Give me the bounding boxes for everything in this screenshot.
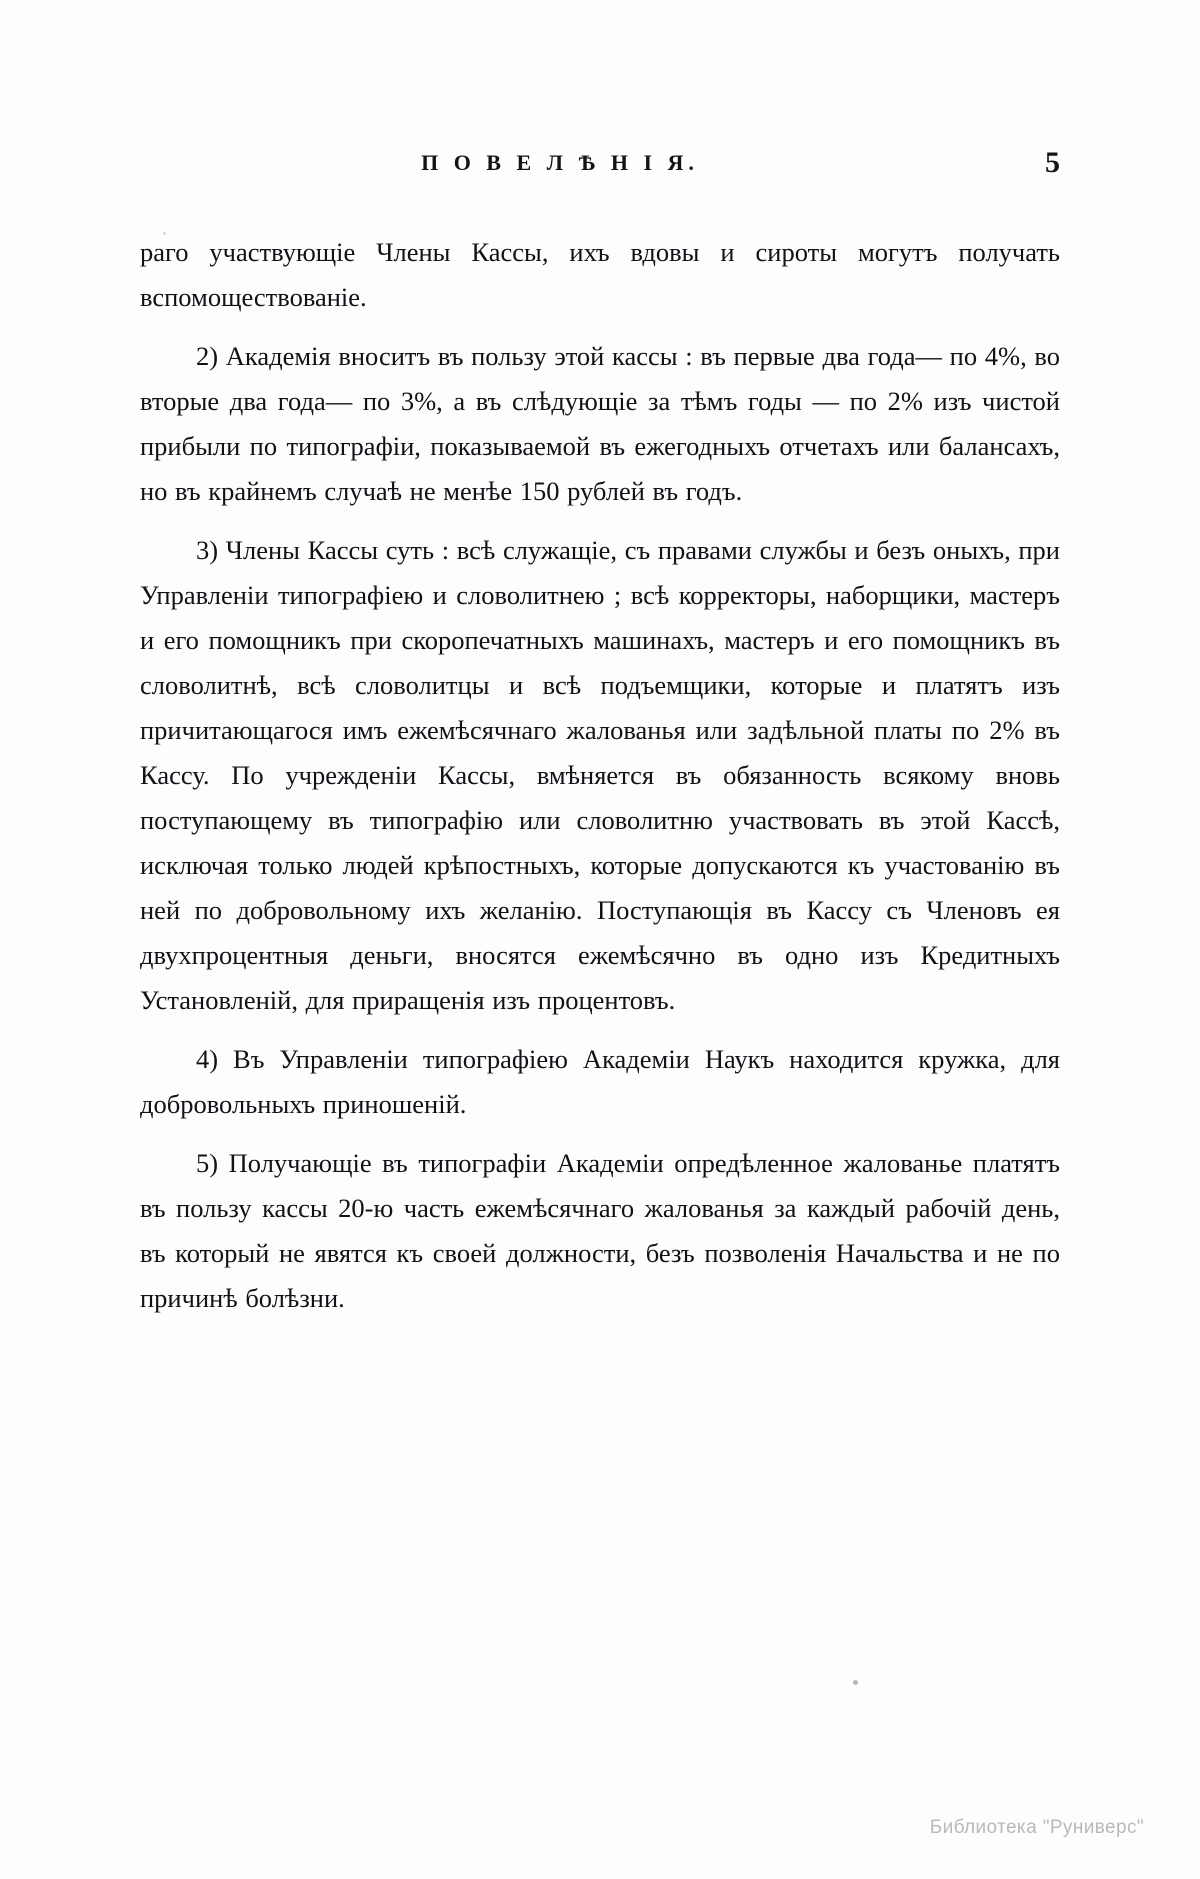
page-header	[140, 146, 1060, 196]
page-text-block	[140, 146, 1060, 1321]
paragraph-continued: раго участвующіе Члены Кассы, ихъ вдовы и сироты могутъ получать вспомоществованіе.	[140, 237, 1060, 312]
paragraph-item-5: 5) Получающіе въ типографіи Академіи опредѣленное жалованье платятъ въ пользу кассы 20-ю часть ежемѣсячнаго жалованья за каждый рабочій день, въ который не явятся къ своей должности, безъ позволенія Начальства и не по причинѣ болѣзни.	[140, 1148, 1060, 1313]
paragraph-item-3: 3) Члены Кассы суть : всѣ служащіе, съ правами службы и безъ оныхъ, при Управленіи типографіею и словолитнею ; всѣ корректоры, наборщики, мастеръ и его помощникъ при скоропечатныхъ машинахъ, мастеръ и его помощникъ въ словолитнѣ, всѣ словолитцы и всѣ подъемщики, которые и платятъ изъ причитающагося имъ ежемѣсячнаго жалованья или задѣльной платы по 2% въ Кассу. По учрежденіи Кассы, вмѣняется въ обязанность всякому вновь поступающему въ типографію или словолитню участвовать въ этой Кассѣ, исключая только людей крѣпостныхъ, которые допускаются къ участованію въ ней по добровольному ихъ желанію. Поступающія въ Кассу съ Членовъ ея двухпроцентныя деньги, вносятся ежемѣсячно въ одно изъ Кредитныхъ Установленій, для приращенія изъ процентовъ.	[140, 535, 1060, 1015]
library-watermark: Библиотека "Руниверс"	[929, 1817, 1144, 1838]
scan-speck	[853, 1680, 858, 1685]
running-title: П О В Е Л Ѣ Н І Я.	[421, 150, 699, 175]
scan-speck	[163, 232, 166, 235]
page-number: 5	[1045, 146, 1060, 179]
paragraph-item-2: 2) Академія вноситъ въ пользу этой кассы : въ первые два года— по 4%, во вторые два года— по 3%, а въ слѣдующіе за тѣмъ годы — по 2% изъ чистой прибыли по типографіи, показываемой въ ежегодныхъ отчетахъ или балансахъ, но въ крайнемъ случаѣ не менѣе 150 рублей въ годъ.	[140, 341, 1060, 506]
paragraph-item-4: 4) Въ Управленіи типографіею Академіи Наукъ находится кружка, для добровольныхъ приношеній.	[140, 1044, 1060, 1119]
